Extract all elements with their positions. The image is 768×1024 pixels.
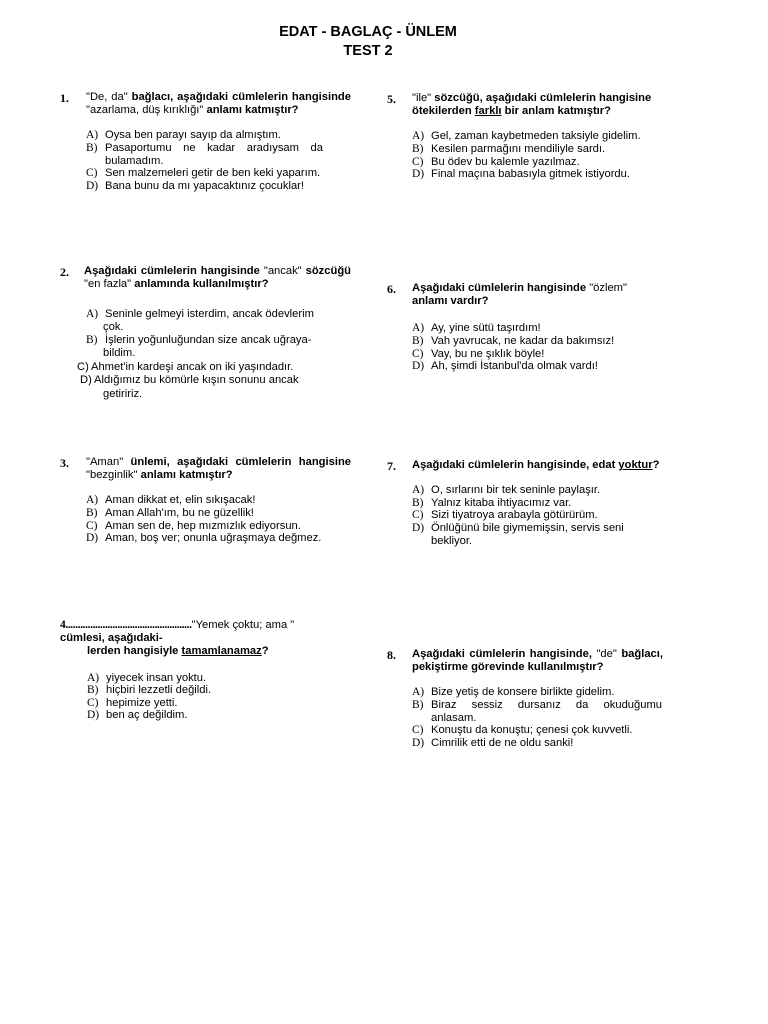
option-d[interactable]: D) Ah, şimdi İstanbul'da olmak vardı!	[412, 360, 598, 373]
option-a[interactable]: A) Gel, zaman kaybetmeden taksiyle gidelim.	[412, 130, 641, 143]
option-a[interactable]: A) yiyecek insan yoktu.	[87, 671, 207, 684]
option-a[interactable]: A) Aman dikkat et, elin sıkışacak!	[86, 494, 256, 507]
option-d[interactable]: D) Aman, boş ver; onunla uğraşmaya değmez.	[86, 532, 322, 545]
test-title: EDAT - BAGLAÇ - ÜNLEM	[279, 24, 457, 40]
option-b[interactable]: B) Yalnız kitaba ihtiyacımız var.	[412, 496, 572, 509]
question-number: 1.	[60, 91, 69, 105]
option-b[interactable]: B) Biraz sessiz dursanız da okuduğumu anlasam.	[412, 699, 662, 724]
question-stem-line: lerden hangisiyle tamamlanamaz?	[87, 645, 269, 658]
answer-options	[412, 322, 667, 372]
answer-options	[86, 494, 356, 544]
question-6	[387, 282, 667, 373]
option-c[interactable]: C) Sen malzemeleri getir de ben keki yaparım.	[86, 167, 321, 180]
test-subtitle: TEST 2	[343, 43, 393, 59]
option-c[interactable]: C) Vay, bu ne şıklık böyle!	[412, 347, 545, 360]
option-d[interactable]: D) Bana bunu da mı yapacaktınız çocuklar!	[86, 179, 305, 192]
option-b[interactable]: B) Pasaportumu ne kadar aradıysam da bulamadım.	[86, 142, 323, 167]
question-2	[60, 265, 351, 291]
question-stem: Aşağıdaki cümlelerin hangisinde "özlem" anlamı vardır?	[412, 282, 627, 308]
question-stem: Aşağıdaki cümlelerin hangisinde "ancak" sözcüğü "en fazla" anlamında kullanılmıştır?	[84, 265, 352, 291]
question-7	[387, 459, 667, 547]
answer-options	[412, 686, 662, 749]
question-stem-line: 4..................................................."Yemek çoktu; ama "	[60, 619, 295, 631]
option-a[interactable]: A) O, sırlarını bir tek seninle paylaşır.	[412, 484, 601, 497]
answer-options	[412, 130, 687, 180]
option-d[interactable]: D) ben aç değildim.	[87, 709, 188, 722]
option-a[interactable]: A) Bize yetiş de konsere birlikte gidelim.	[412, 686, 615, 699]
option-d[interactable]: D) Final maçına babasıyla gitmek istiyordu.	[412, 168, 630, 181]
question-8	[387, 648, 669, 749]
option-c[interactable]: C) Konuştu da konuştu; çenesi çok kuvvetli.	[412, 724, 633, 737]
question-number: 2.	[60, 265, 69, 279]
question-1	[60, 91, 351, 192]
option-a[interactable]: A) Oysa ben parayı sayıp da almıştım.	[86, 129, 281, 142]
answer-options	[60, 672, 360, 722]
option-c[interactable]: C) hepimize yetti.	[87, 696, 178, 709]
question-stem-line: cümlesi, aşağıdaki-	[60, 632, 163, 645]
question-stem: "Aman" ünlemi, aşağıdaki cümlelerin hangisine "bezginlik" anlamı katmıştır?	[86, 456, 351, 482]
question-number: 8.	[387, 648, 396, 662]
question-4	[60, 619, 360, 722]
answer-options	[412, 484, 652, 547]
option-d[interactable]: D) Önlüğünü bile giymemişsin, servis seni bekliyor.	[412, 521, 624, 547]
question-stem: Aşağıdaki cümlelerin hangisinde, "de" bağlacı, pekiştirme görevinde kullanılmıştır?	[412, 648, 663, 674]
option-b[interactable]: B) Vah yavrucak, ne kadar da bakımsız!	[412, 335, 615, 347]
option-b[interactable]: B) Aman Allah'ım, bu ne güzellik!	[86, 507, 254, 519]
question-number: 6.	[387, 282, 396, 296]
option-c[interactable]: C) Aman sen de, hep mızmızlık ediyorsun.	[86, 519, 301, 532]
question-stem: "De, da" bağlacı, aşağıdaki cümlelerin hangisinde "azarlama, düş kırıklığı" anlamı katmıştır?	[86, 91, 351, 117]
question-5	[387, 92, 687, 181]
option-b[interactable]: B) Kesilen parmağını mendiliyle sardı.	[412, 143, 606, 155]
question-3	[60, 456, 351, 545]
option-a[interactable]: A) Ay, yine sütü taşırdım!	[412, 322, 541, 335]
option-c[interactable]: C) Bu ödev bu kalemle yazılmaz.	[412, 155, 580, 168]
question-stem: "ile" sözcüğü, aşağıdaki cümlelerin hangisine ötekilerden farklı bir anlam katmıştır?	[412, 92, 652, 118]
question-stem: Aşağıdaki cümlelerin hangisinde, edat yoktur?	[412, 459, 660, 471]
option-c[interactable]: C) Sizi tiyatroya arabayla götürürüm.	[412, 509, 598, 522]
option-b[interactable]: B) hiçbiri lezzetli değildi.	[87, 684, 212, 697]
question-number: 7.	[387, 459, 396, 473]
answer-options	[86, 129, 336, 192]
question-number: 4...................................................	[60, 619, 192, 631]
question-number: 5.	[387, 92, 396, 106]
question-number: 3.	[60, 456, 69, 470]
option-d[interactable]: D) Cimrilik etti de ne oldu sanki!	[412, 736, 574, 749]
